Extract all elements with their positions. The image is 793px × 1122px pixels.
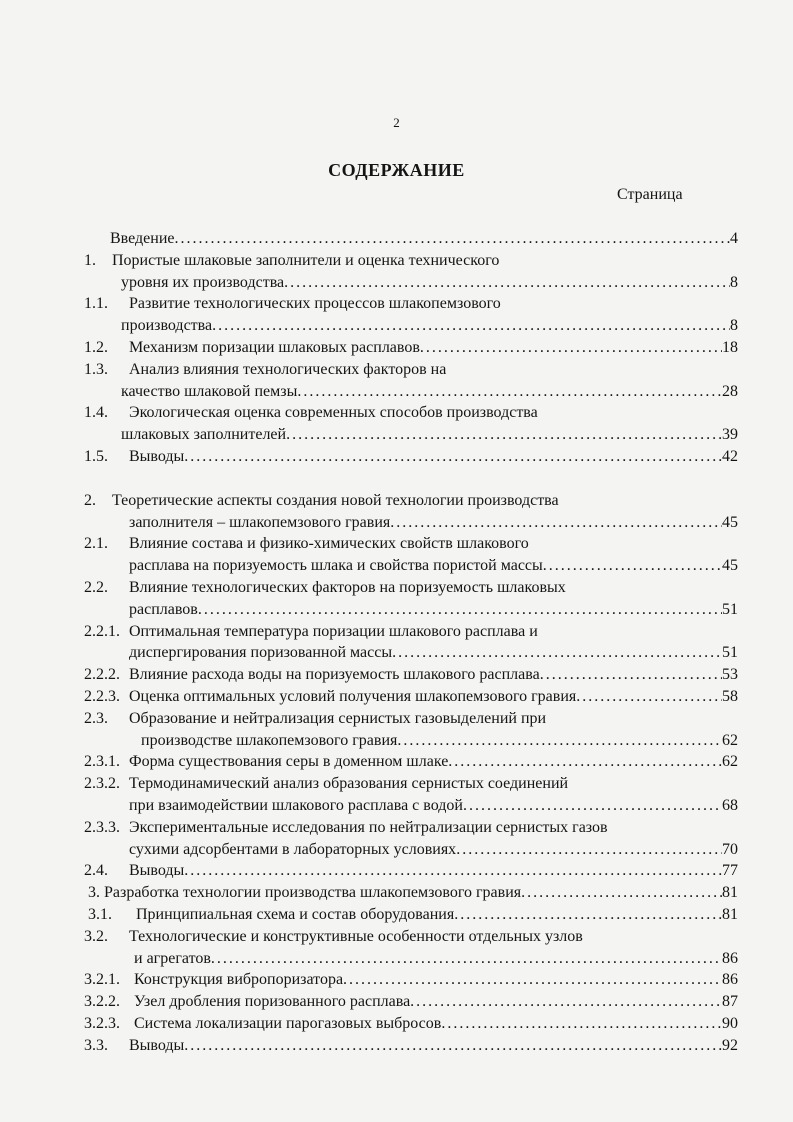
toc-entry-number: 3.2.1. [84,971,120,989]
toc-last-line [121,424,738,446]
dot-leader [175,228,731,250]
toc-last-line [129,599,738,621]
toc-entry [0,926,793,970]
toc-line [0,839,793,861]
toc-entry-title: Узел дробления поризованного расплава [134,993,411,1011]
toc-line [0,773,793,795]
toc-entry [0,577,793,621]
toc-entry-title: расплавов [129,600,198,618]
toc-last-line [121,381,738,403]
dot-leader [211,948,722,970]
toc-page-number: 18 [722,338,738,356]
toc-entry-number: 3.2.2. [84,993,120,1011]
toc-entry-title: при взаимодействии шлакового расплава с водой [129,796,463,814]
toc-last-line [121,272,738,294]
toc-entry-title: Термодинамический анализ образования сернистых соединений [129,775,569,793]
toc-entry [0,991,793,1013]
toc-entry-title: и агрегатов [134,949,211,967]
toc-line [0,730,793,752]
toc-entry-number: 2.1. [84,535,108,553]
toc-entry-title: расплава на поризуемость шлака и свойства пористой массы [129,557,543,575]
toc-entry-title: Оптимальная температура поризации шлакового расплава и [129,622,538,640]
toc-entry-number: 3.2.3. [84,1014,120,1032]
toc-page-number: 39 [722,426,738,444]
toc-line [0,751,793,773]
toc-last-line [129,446,738,468]
dot-leader [441,1013,722,1035]
toc-line [0,817,793,839]
page-column-header: Страница [617,186,683,203]
toc-entry-title: Конструкция вибропоризатора [134,971,344,989]
toc-page-number: 92 [722,1036,738,1054]
toc-line [0,381,793,403]
toc-line [0,250,793,272]
toc-line [0,1035,793,1057]
toc-page-number: 8 [730,317,738,335]
toc-last-line [110,228,738,250]
toc-entry-title: Влияние расхода воды на поризуемость шлакового расплава [129,666,540,684]
toc-entry-number: 1.3. [84,360,108,378]
toc-page-number: 81 [722,905,738,923]
toc-entry-title: Форма существования серы в доменном шлаке [129,753,449,771]
toc-entry-number: 3.3. [84,1036,108,1054]
toc-entry-title: Образование и нейтрализация сернистых газовыделений при [129,709,547,727]
toc-line [0,599,793,621]
toc-entry-number: 1. [84,251,96,269]
toc-last-line [104,882,738,904]
toc-entry [0,904,793,926]
toc-entry-title: Развитие технологических процессов шлакопемзового [129,295,501,313]
toc-entry [0,250,793,294]
dot-leader [392,642,722,664]
toc-page-number: 51 [722,600,738,618]
toc-line [0,621,793,643]
toc-entry-title: Принципиальная схема и состав оборудования [136,905,455,923]
dot-leader [184,860,722,882]
toc-entry [0,490,793,534]
toc-page-number: 68 [722,796,738,814]
toc-entry-number: 2.4. [84,862,108,880]
toc-entry-number: 2.2.3. [84,687,120,705]
toc-entry-title: Выводы [129,1036,185,1054]
toc-line [0,272,793,294]
dot-leader [420,337,722,359]
toc-entry-number: 2.2.1. [84,622,120,640]
toc-entry-title: Экологическая оценка современных способов производства [129,404,538,422]
toc-line [0,969,793,991]
toc-entry [0,708,793,752]
toc-line [0,991,793,1013]
toc-entry [0,228,793,250]
toc-entry [0,446,793,468]
toc-page-number: 42 [722,447,738,465]
toc-last-line [129,839,738,861]
toc-last-line [134,948,738,970]
toc-page-number: 58 [722,687,738,705]
toc-entry-title: Выводы [129,862,185,880]
toc-last-line [129,664,738,686]
toc-entry-number: 1.4. [84,404,108,422]
toc-entry-title: качество шлаковой пемзы [121,382,298,400]
dot-leader [576,686,722,708]
toc-last-line [134,1013,738,1035]
dot-leader [343,969,722,991]
toc-page-number: 70 [722,840,738,858]
toc-page-number: 51 [722,644,738,662]
toc-entry-title: Анализ влияния технологических факторов на [129,360,447,378]
toc-entry [0,621,793,665]
toc-page-number: 86 [722,949,738,967]
toc-entry-number: 1.1. [84,295,108,313]
toc-line [0,402,793,424]
toc-entry-title: Экспериментальные исследования по нейтрализации сернистых газов [129,818,608,836]
toc-entry-title: Механизм поризации шлаковых расплавов [129,338,420,356]
toc-last-line [129,1035,738,1057]
toc-last-line [129,512,738,534]
toc-entry-title: Разработка технологии производства шлакопемзового гравия [104,884,522,902]
toc-entry-number: 2.3.1. [84,753,120,771]
toc-entry-title: Система локализации парогазовых выбросов [134,1014,442,1032]
toc-entry [0,293,793,337]
toc-entry [0,882,793,904]
toc-entry [0,751,793,773]
toc-last-line [129,860,738,882]
toc-page-number: 77 [722,862,738,880]
section-gap [0,468,793,490]
toc-page-number: 45 [722,557,738,575]
dot-leader [198,599,722,621]
toc-entry-title: Влияние технологических факторов на поризуемость шлаковых [129,578,566,596]
toc-last-line [129,337,738,359]
toc-entry-number: 2.2. [84,578,108,596]
toc-line [0,642,793,664]
dot-leader [410,991,722,1013]
toc-last-line [129,686,738,708]
toc-last-line [129,642,738,664]
toc-entry-title: Технологические и конструктивные особенности отдельных узлов [129,927,583,945]
dot-leader [463,795,722,817]
toc-line [0,1013,793,1035]
toc-entry-title: заполнителя – шлакопемзового гравия [129,513,391,531]
dot-leader [397,730,722,752]
toc-entry-number: 1.5. [84,447,108,465]
toc-last-line [141,730,738,752]
toc-entry-number: 2.2.2. [84,666,120,684]
toc-line [0,293,793,315]
dot-leader [184,1035,722,1057]
toc-last-line [134,991,738,1013]
toc-line [0,359,793,381]
toc-entry-title: Оценка оптимальных условий получения шлакопемзового гравия [129,687,577,705]
toc-entry-number: 2.3.3. [84,818,120,836]
toc-line [0,512,793,534]
toc-line [0,664,793,686]
dot-leader [286,424,722,446]
dot-leader [454,904,722,926]
toc-entry-title: сухими адсорбентами в лабораторных условиях [129,840,457,858]
toc-entry-title: Влияние состава и физико-химических свойств шлакового [129,535,529,553]
toc-entry-title: Введение [110,230,175,247]
toc-line [0,424,793,446]
toc-last-line [129,555,738,577]
toc-entry-number: 2.3. [84,709,108,727]
dot-leader [456,839,722,861]
toc-entry-number: 1.2. [84,338,108,356]
toc-page-number: 81 [722,884,738,902]
toc-line [0,315,793,337]
toc-page-number: 86 [722,971,738,989]
toc-last-line [129,751,738,773]
toc-page-number: 87 [722,993,738,1011]
toc-page-number: 62 [722,731,738,749]
toc-entry [0,1035,793,1057]
toc-entry-title: шлаковых заполнителей [121,426,287,444]
toc-line [0,948,793,970]
toc-line [0,490,793,512]
toc-last-line [136,904,738,926]
toc-line [0,882,793,904]
toc-line [0,446,793,468]
toc-entry [0,337,793,359]
toc-line [0,795,793,817]
toc-line [0,337,793,359]
toc-entry-number: 2.3.2. [84,775,120,793]
dot-leader [543,555,722,577]
toc-entry [0,686,793,708]
toc-entry-number: 3.2. [84,927,108,945]
toc-last-line [129,795,738,817]
toc-entry [0,773,793,817]
dot-leader [184,446,722,468]
dot-leader [448,751,722,773]
toc-page-number: 8 [730,273,738,291]
toc-last-line [121,315,738,337]
toc-line [0,577,793,599]
toc-line [0,926,793,948]
toc-page-number: 53 [722,666,738,684]
toc-line [0,555,793,577]
toc-entry [0,402,793,446]
toc-line [0,860,793,882]
page-title: СОДЕРЖАНИЕ [328,160,465,180]
toc-line [0,228,793,250]
toc-entry-title: уровня их производства [121,273,285,291]
toc-entry [0,1013,793,1035]
dot-leader [212,315,730,337]
toc-entry [0,359,793,403]
toc-line [0,904,793,926]
toc-entry [0,533,793,577]
toc-line [0,708,793,730]
toc-entry-number: 3.1. [88,905,112,923]
toc-entry [0,817,793,861]
toc-entry-number: 2. [84,491,96,509]
toc-entry [0,860,793,882]
dot-leader [390,512,722,534]
dot-leader [284,272,730,294]
toc-entry [0,664,793,686]
toc-entry-title: Выводы [129,447,185,465]
toc-line [0,533,793,555]
dot-leader [540,664,722,686]
dot-leader [521,882,722,904]
toc-last-line [134,969,738,991]
page-number: 2 [393,115,400,130]
toc-page-number: 4 [730,230,738,247]
toc-entry-title: Пористые шлаковые заполнители и оценка технического [112,251,500,269]
toc-page-number: 62 [722,753,738,771]
toc-entry-number: 3. [88,884,100,902]
toc-entry-title: Теоретические аспекты создания новой технологии производства [112,491,559,509]
toc-page-number: 28 [722,382,738,400]
toc-entry-title: производстве шлакопемзового гравия [141,731,398,749]
toc-entry-title: диспергирования поризованной массы [129,644,393,662]
toc-page-number: 45 [722,513,738,531]
toc-page-number: 90 [722,1014,738,1032]
table-of-contents [0,228,793,1056]
toc-entry [0,969,793,991]
toc-line [0,686,793,708]
dot-leader [297,381,722,403]
toc-entry-title: производства [121,317,213,335]
